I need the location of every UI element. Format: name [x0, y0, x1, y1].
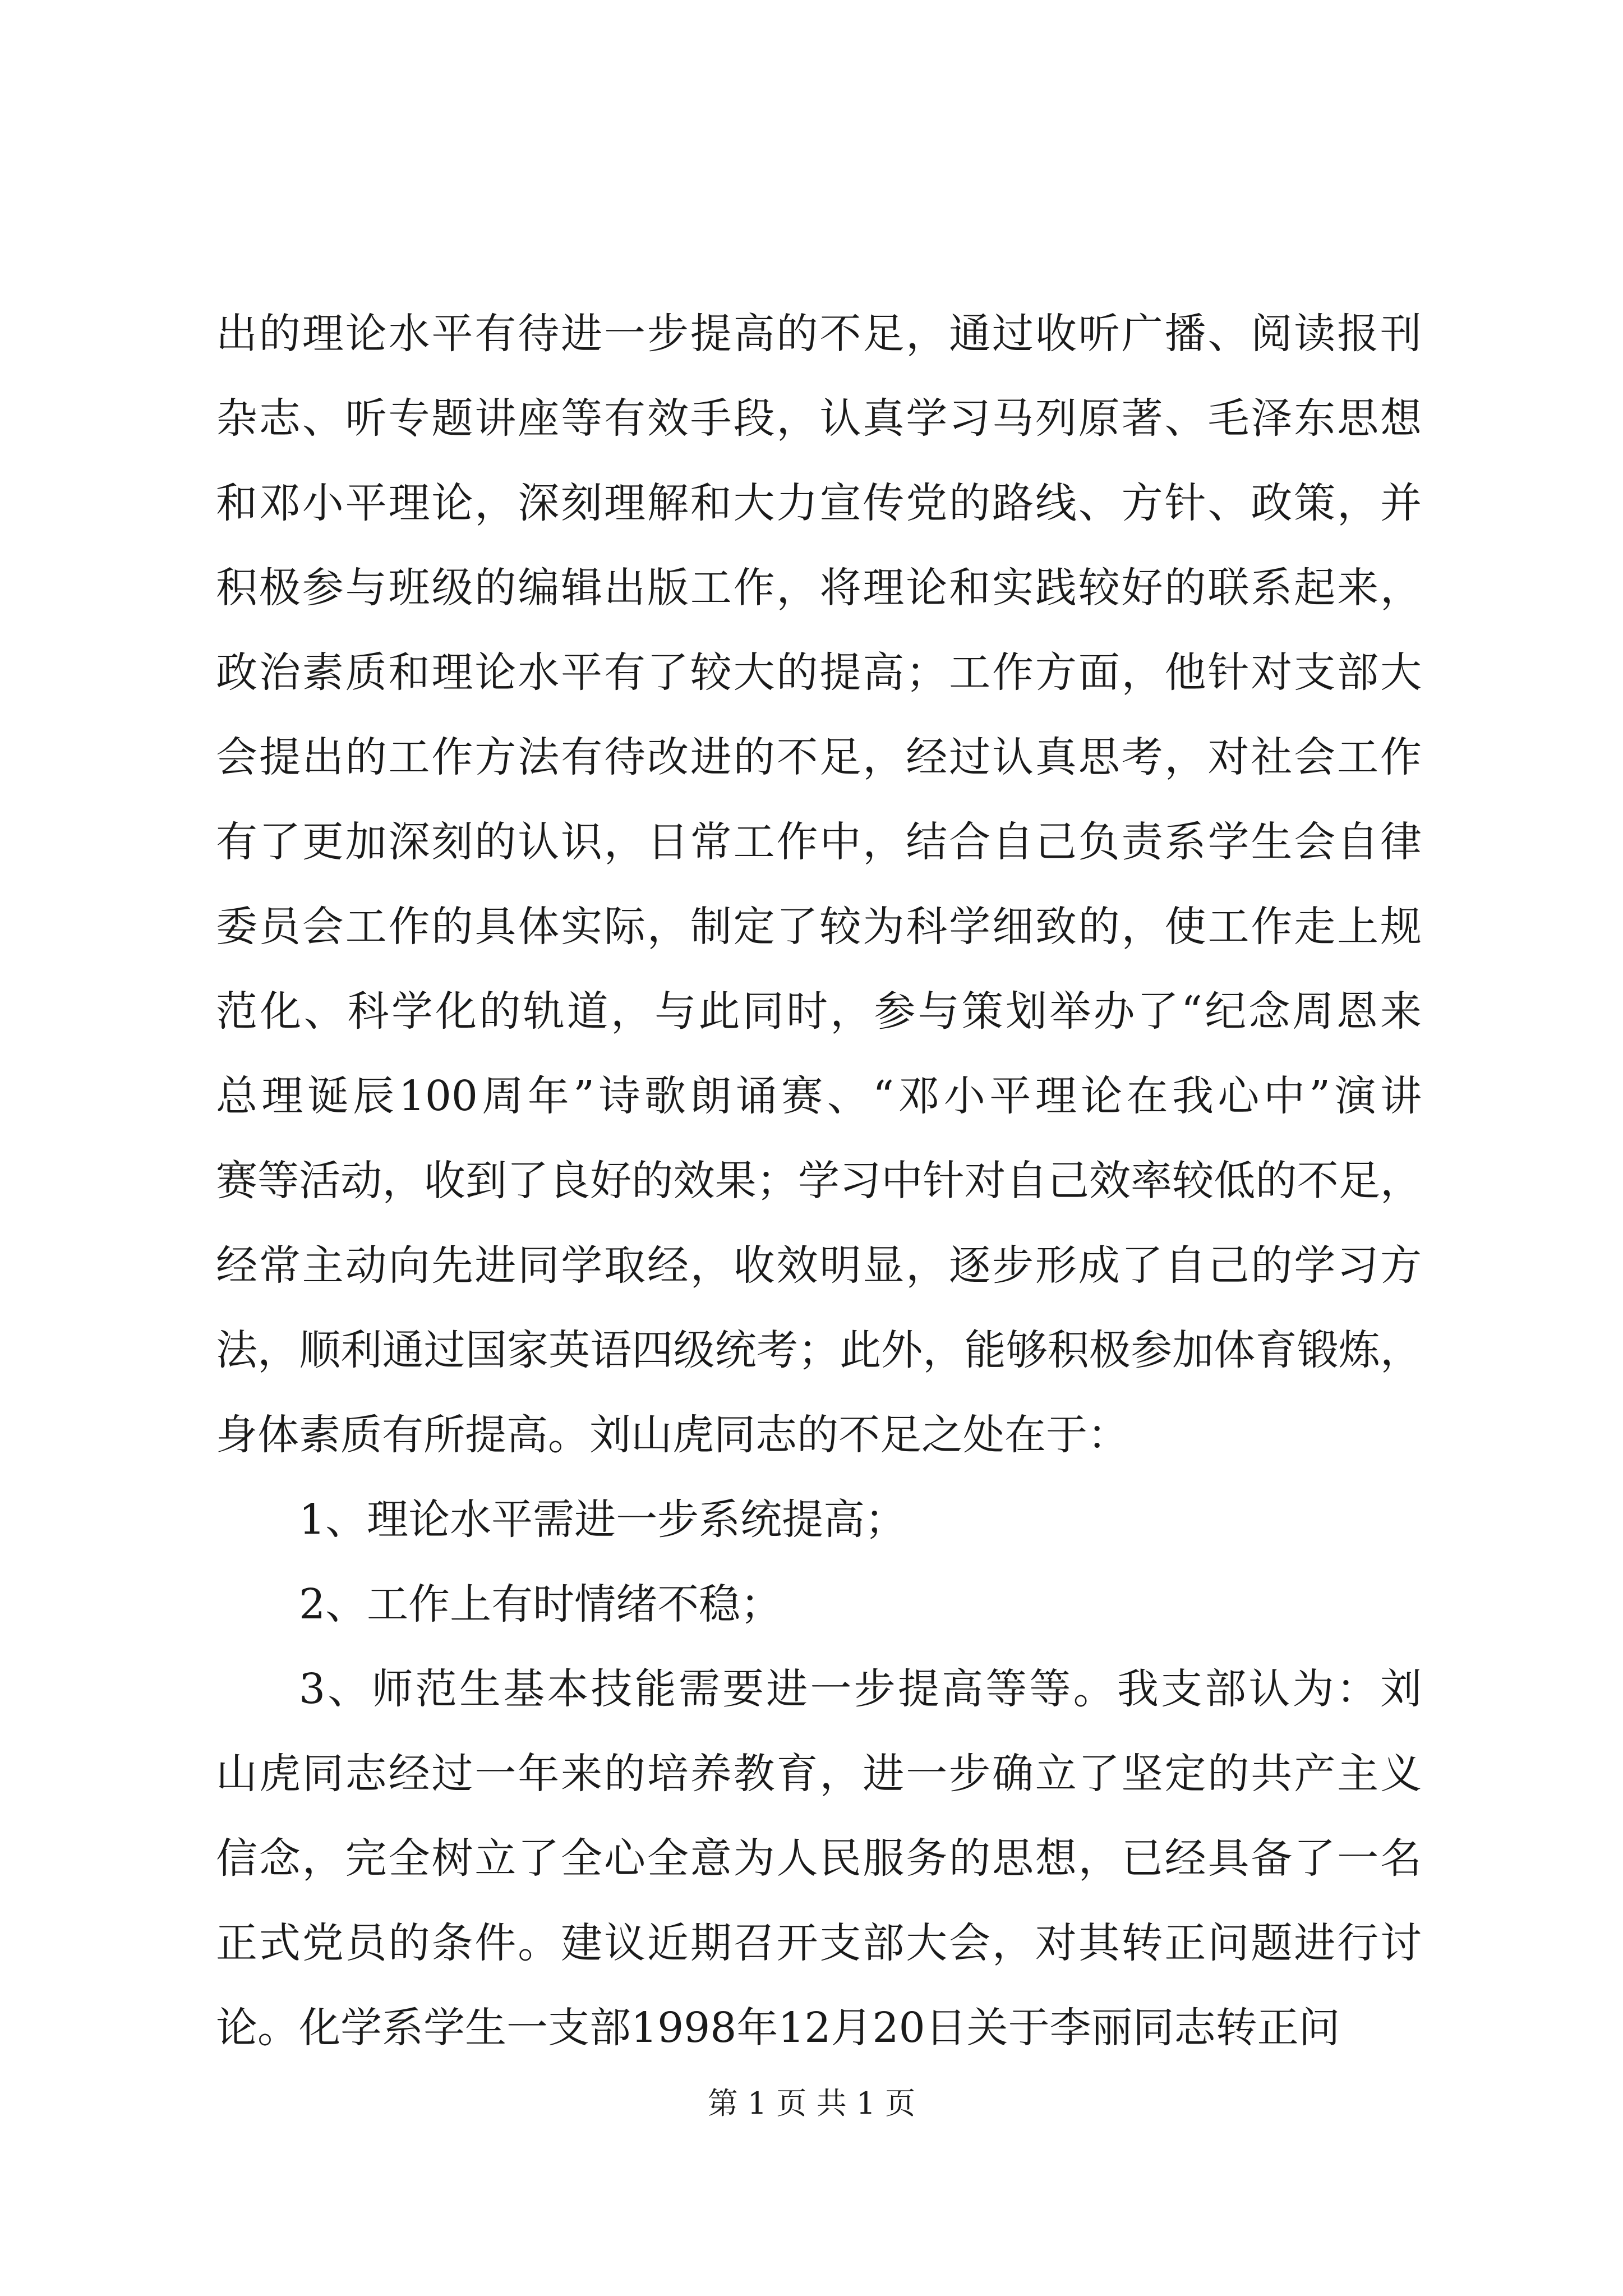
- text-line: 杂志、听专题讲座等有效手段，认真学习马列原著、毛泽东思想: [216, 394, 1422, 443]
- text-line: 信念，完全树立了全心全意为人民服务的思想，已经具备了一名: [216, 1834, 1422, 1883]
- text-line: 出的理论水平有待进一步提高的不足，通过收听广播、阅读报刊: [216, 310, 1422, 358]
- list-item: 2、工作上有时情绪不稳；: [299, 1580, 782, 1628]
- list-item: 1、理论水平需进一步系统提高；: [299, 1496, 907, 1544]
- text-line: 论。化学系学生一支部1998年12月20日关于李丽同志转正问: [216, 2004, 1340, 2052]
- text-line: 身体素质有所提高。刘山虎同志的不足之处在于：: [216, 1411, 1129, 1459]
- text-line: 委员会工作的具体实际，制定了较为科学细致的，使工作走上规: [216, 903, 1422, 951]
- text-line: 和邓小平理论，深刻理解和大力宣传党的路线、方针、政策，并: [216, 479, 1422, 527]
- text-line: 有了更加深刻的认识，日常工作中，结合自己负责系学生会自律: [216, 818, 1422, 866]
- page-number: 第 1 页 共 1 页: [707, 2086, 916, 2121]
- text-line: 总理诞辰100周年”诗歌朗诵赛、“邓小平理论在我心中”演讲: [216, 1072, 1422, 1120]
- page-footer: [0, 2084, 1623, 2123]
- list-item: 3、师范生基本技能需要进一步提高等等。我支部认为：刘: [299, 1665, 1422, 1713]
- text-line: 范化、科学化的轨道，与此同时，参与策划举办了“纪念周恩来: [216, 987, 1422, 1036]
- text-line: 正式党员的条件。建议近期召开支部大会，对其转正问题进行讨: [216, 1919, 1422, 1967]
- text-line: 会提出的工作方法有待改进的不足，经过认真思考，对社会工作: [216, 733, 1422, 781]
- body-text: [216, 292, 1422, 2070]
- text-line: 山虎同志经过一年来的培养教育，进一步确立了坚定的共产主义: [216, 1750, 1422, 1798]
- text-line: 政治素质和理论水平有了较大的提高；工作方面，他针对支部大: [216, 648, 1422, 697]
- text-line: 赛等活动，收到了良好的效果；学习中针对自己效率较低的不足，: [216, 1157, 1422, 1205]
- text-line: 经常主动向先进同学取经，收效明显，逐步形成了自己的学习方: [216, 1241, 1422, 1290]
- text-line: 法，顺利通过国家英语四级统考；此外，能够积极参加体育锻炼，: [216, 1326, 1422, 1374]
- text-line: 积极参与班级的编辑出版工作，将理论和实践较好的联系起来，: [216, 564, 1422, 612]
